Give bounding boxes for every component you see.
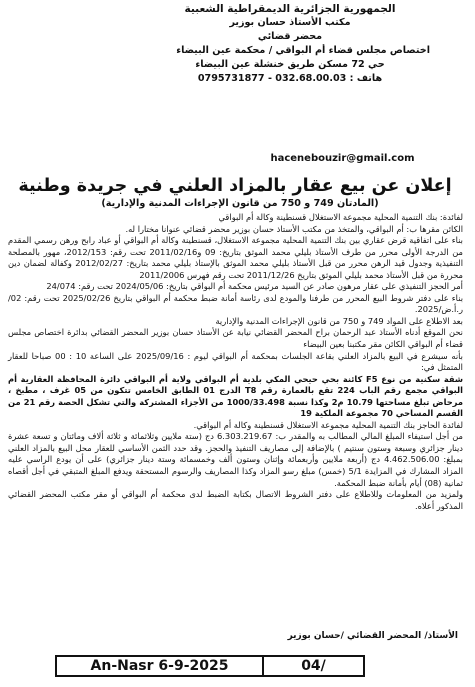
notice-paragraph: شقة سكنية من نوع F5 كائنة بحي حيحي المكي بلدية أم البواقي ولاية أم البواقي دائرة المحافظة العقارية أم البواقي مجمع رقم الباب 224 تقع بالعمارة رقم T8 الدرج 01 الطابق الخامس تتكون من 05 غرف ، مطبخ ، مرحاض تبلغ مساحتها 10.79 م2 وكذا نسبة 1000/33.498 من الأجزاء المشتركة والتي تشكل الحصة رقم 21 من القسم المساحي 70 مجموعة الملكية 19 xyxy=(8,373,464,419)
phone-numbers: 032.68.00.03 - 0795731877 xyxy=(197,73,347,84)
page-number: 04/ xyxy=(301,658,326,674)
email-address: hacenebouzir@gmail.com xyxy=(270,153,415,164)
notice-paragraph: لفائدة الحاجز بنك التنمية المحلية مجموعة الاستغلال قسنطينة وكالة أم البواقي. xyxy=(193,419,463,430)
notice-body xyxy=(8,212,463,512)
phone-label: هاتف : xyxy=(349,73,383,84)
signature-line: الأستاذ/ المحضر القضائي /حسان بوزير xyxy=(287,631,458,641)
notice-subheadline: (المادتان 749 و 750 من قانون الإجراءات المدنية والإدارية) xyxy=(101,198,379,209)
notice-paragraph: بناء على اتفاقية قرض عقاري بين بنك التنمية المحلية مجموعة الاستغلال، قسنطينة وكالة أم البواقي أو عباد رابح ورهن رسمي المقدم من الدرجة الأولى محرر من طرف الأستاذ بليلي محمد الموثق بتاريخ: 09 و2011/02/16 تحت رقم: 2012/153، مهور بالمصلحة التنفيذية وجدول قيد الرهن محرر من قبل الأستاذ بليلي محمد الموثق بالإستاذ بليلي محمد بتاريخ: 2012/02/27 وكفالة لضمان دين محررة من قبل الأستاذ محمد بليلي الموثق بتاريخ 2011/12/26 تحت رقم فهرس 2011/2006 xyxy=(8,235,464,280)
notice-paragraph: بعد الاطلاع على المواد 749 و 750 من قانون الإجراءات المدنية والإدارية xyxy=(215,315,463,326)
notice-paragraph: بناء على دفتر شروط البيع المحرر من طرفنا والمودع لدى رئاسة أمانة ضبط محكمة أم البواقي بتاريخ 2025/02/26 تحت رقم: 02/ ر.أ.ض/2025. xyxy=(8,292,464,315)
notice-paragraph: نحن الموقع أدناه الأستاذ عبد الرحمان براح المحضر القضائي نيابة عن الأستاذ حسان بوزير المحضر القضائي بدائرة اختصاص مجلس قضاء أم البواقي الكائن مقر مكتبنا بعين البيضاء xyxy=(8,327,463,350)
office-name: مكتب الأستاذ حسان بوزير xyxy=(229,17,351,28)
document-header xyxy=(150,2,430,86)
jurisdiction: اختصاص مجلس قضاء أم البواقي / محكمة عين البيضاء xyxy=(176,45,430,56)
republic-title: الجمهورية الجزائرية الديمقراطية الشعبية xyxy=(184,3,396,15)
office-role: محضر قضائي xyxy=(257,31,323,42)
notice-paragraph: بأنه سيشرع في البيع بالمزاد العلني بقاعة الجلسات بمحكمة أم البواقي ليوم : 2025/09/16 على الساعة 10 : 00 صباحا للعقار المتمثل في: xyxy=(8,350,463,373)
office-address: حي 72 مسكن طريق خنشلة عين البيضاء xyxy=(195,59,385,70)
notice-paragraph: الكائن مقرها ب: أم البواقي، والمتخذ من مكتب الأستاذ حسان بوزير محضر قضائي عنوانا مختارا له. xyxy=(125,223,463,234)
publication-footer xyxy=(55,655,365,677)
publication-name-date: An-Nasr 6-9-2025 xyxy=(57,657,264,675)
notice-paragraph: من أجل استيفاء المبلغ المالي المطالب به والمقدر ب: 6.303.219.67 دج (ستة ملايين وثلاثمائة و ثلاثة ألاف ومائتان و تسعة عشرة دينار جزائري وسبعة وستون سنتيم ) بالإضافة إلى مصاريف التنفيذ والحجز. وقد حدد الثمن الأساسي للعقار محل البيع بالمزاد العلني بمبلغ: 4.462.506.00 دج (أربعة ملايين وأربعمائة وإثنان وستون ألف وخمسمائة وستة دينار جزائري) على أن يودع الراسي عليه المزاد المشارك في المزايدة 5/1 (خمس) مبلغ رسو المزاد وكذا المصاريف والرسوم المستحقة ويدفع المبلغ المتبقي في أجل أقصاه ثمانية (08) أيام بأمانة ضبط المحكمة. xyxy=(8,431,463,488)
notice-paragraph: أمر الحجز التنفيذي على عقار مرهون صادر عن السيد مرئيس محكمة أم البواقي بتاريخ: 2024/05/06 تحت رقم: 24/074 xyxy=(46,281,463,292)
notice-paragraph: ولمزيد من المعلومات وللاطلاع على دفتر الشروط الاتصال بكتابة الضبط لدى محكمة أم البواقي أو مقر مكتب المحضر القضائي المذكور أعلاه. xyxy=(8,489,463,511)
phone-line xyxy=(150,72,430,86)
notice-paragraph: لفائدة: بنك التنمية المحلية مجموعة الاستغلال قسنطينة وكالة أم البواقي xyxy=(218,212,463,222)
notice-headline: إعلان عن بيع عقار بالمزاد العلني في جريدة وطنية xyxy=(18,176,452,196)
